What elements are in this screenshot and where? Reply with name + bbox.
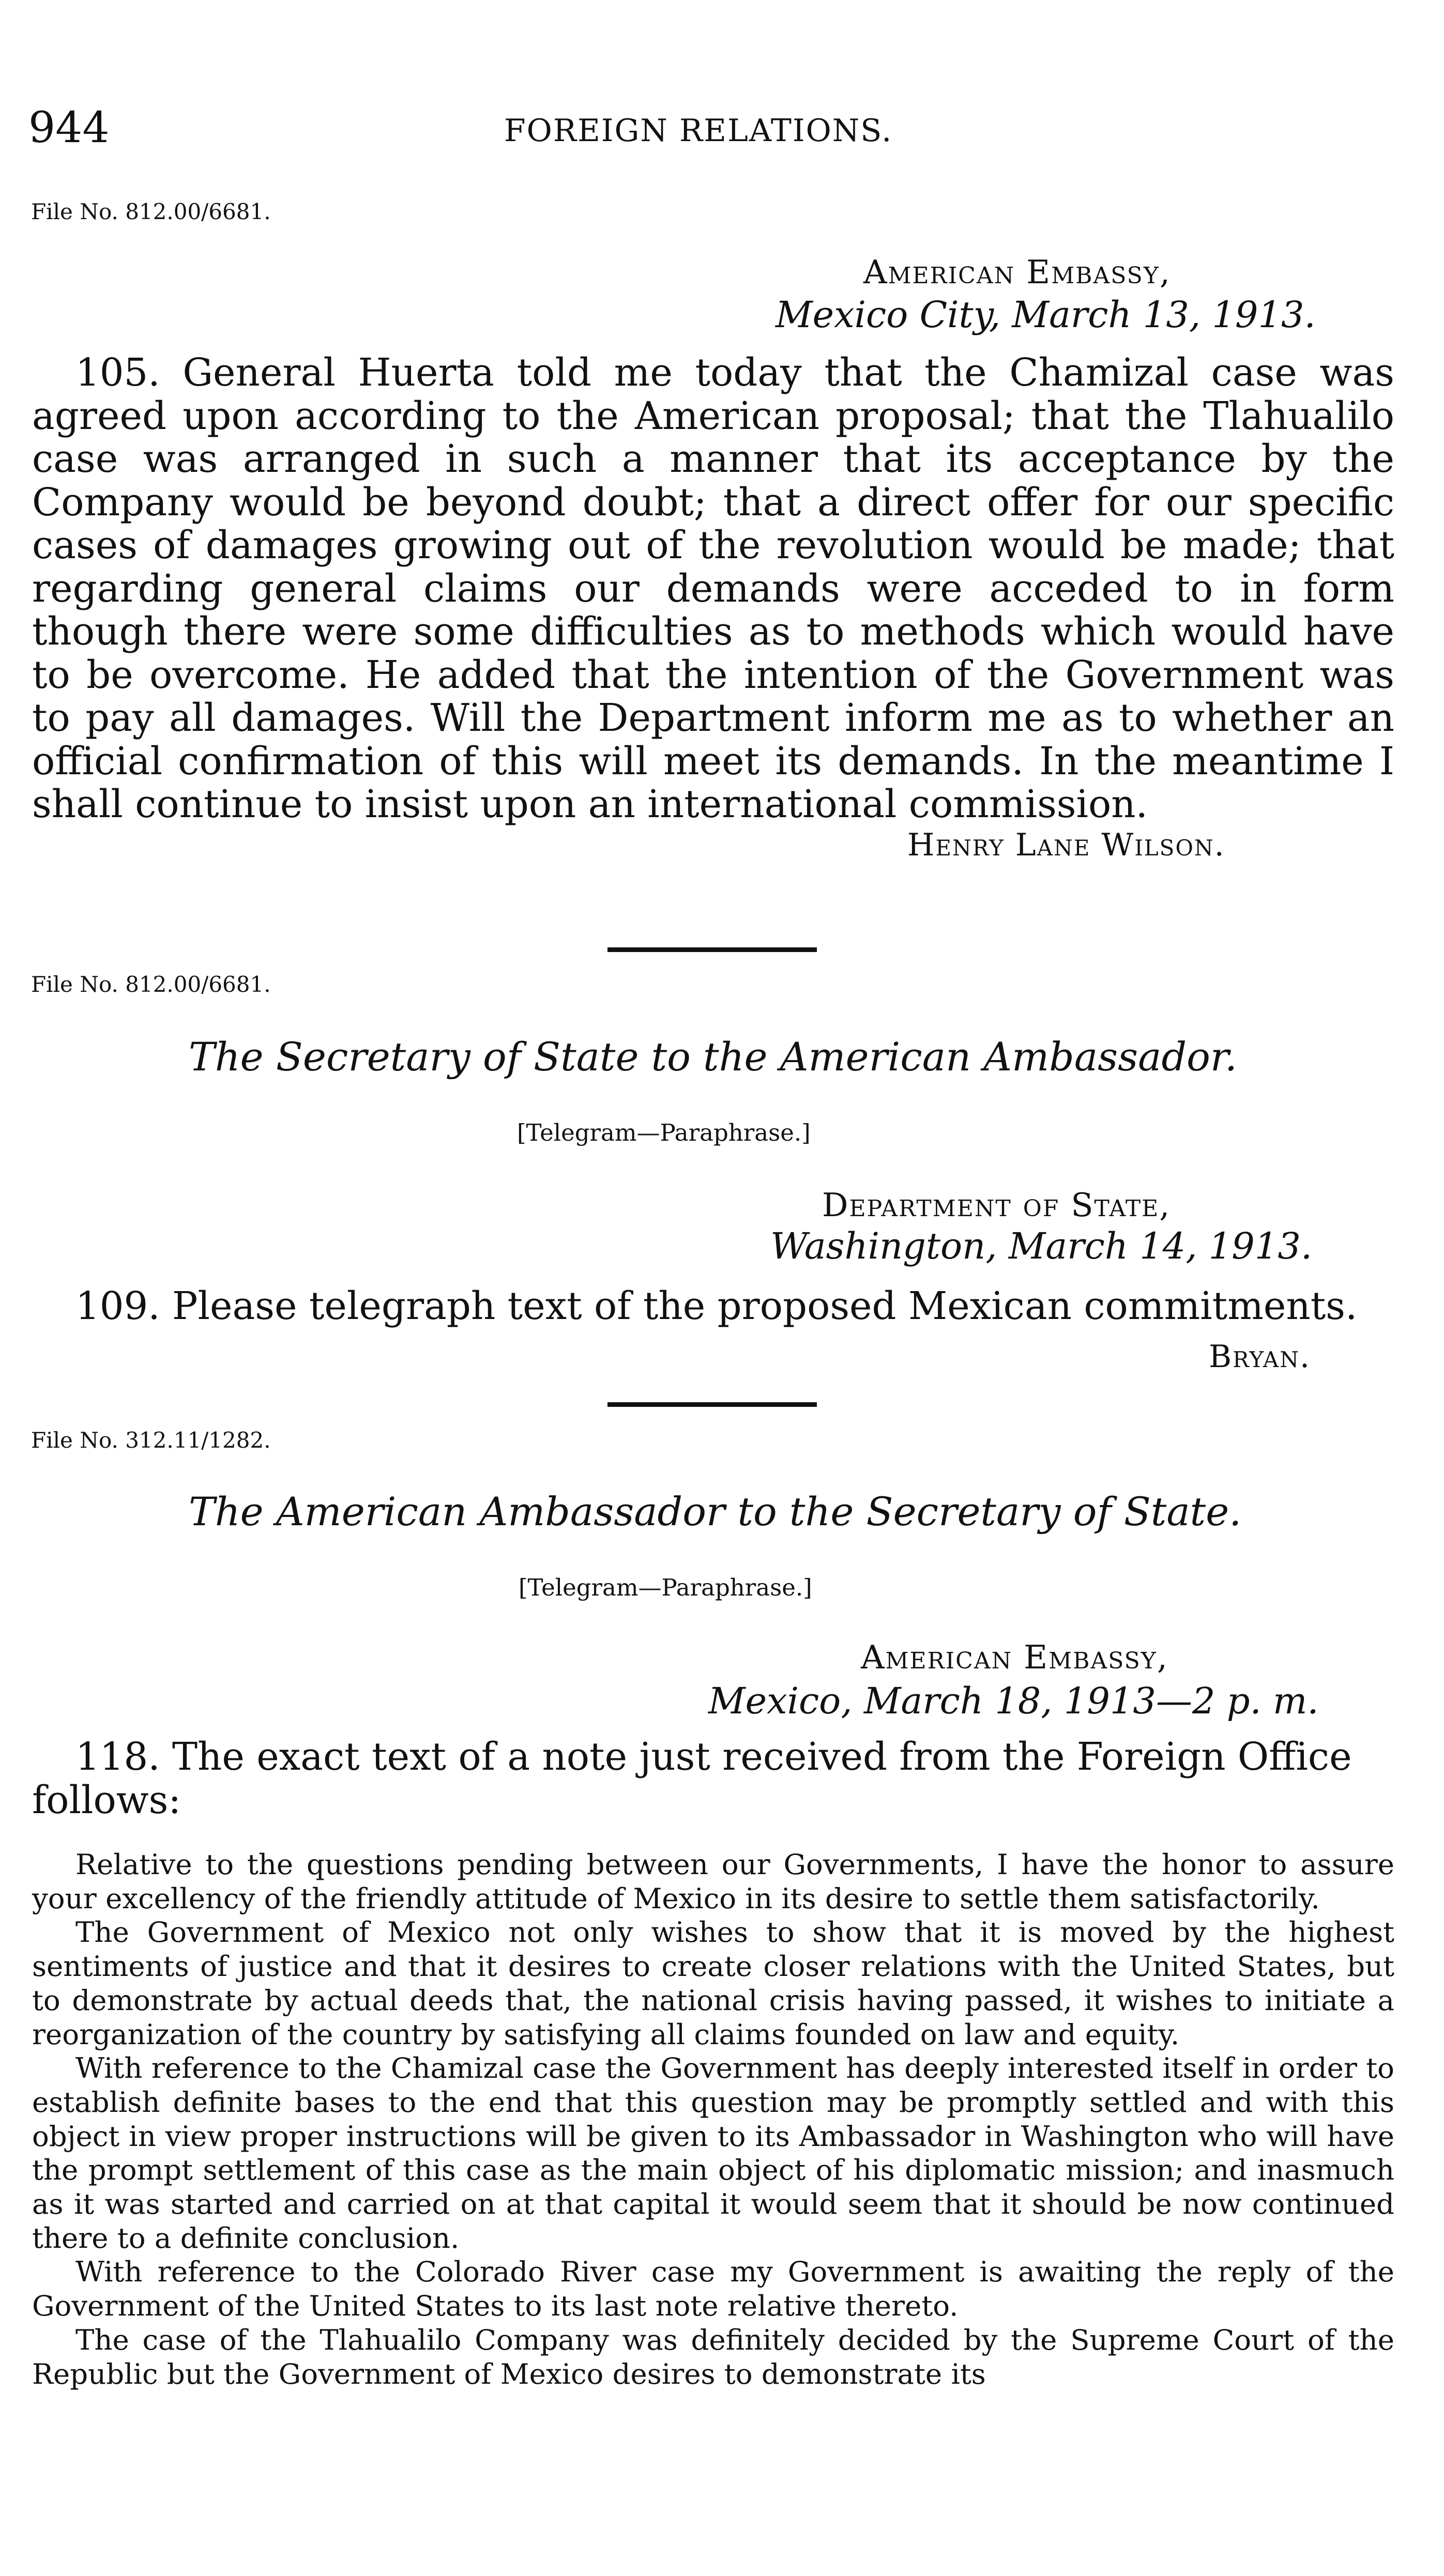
quoted-paragraph: The case of the Tlahualilo Company was definitely decided by the Supreme Court of the Republic but the Government of Mexico desires to demonstrate its [32, 2323, 1394, 2390]
quoted-paragraph: With reference to the Chamizal case the Government has deeply interested itself in order to establish definite bases to the end that this question may be promptly settled and with this object in view proper instructions will be given to its Ambassador in Washington who will have the prompt settlement of this case as the main object of his diplomatic mission; and inasmuch as it was started and carried on at that capital it would seem that it should be now continued there to a definite conclusion. [32, 2051, 1394, 2255]
section-divider [607, 1402, 817, 1407]
quoted-note [32, 1848, 1394, 2391]
running-head: FOREIGN RELATIONS. [504, 113, 893, 149]
signature: Henry Lane Wilson. [907, 827, 1225, 863]
address-date-line: Mexico, March 18, 1913—2 p. m. [708, 1680, 1319, 1722]
telegram-body: 118. The exact text of a note just received from the Foreign Office follows: [32, 1735, 1352, 1822]
address-line: American Embassy, [863, 253, 1171, 291]
quoted-paragraph: The Government of Mexico not only wishes to show that it is moved by the highest sentiments of justice and that it desires to create closer relations with the United States, but to demonstrate by actual deeds that, the national crisis having passed, it wishes to initiate a reorganization of the country by satisfying all claims founded on law and equity. [32, 1915, 1394, 2051]
quoted-paragraph: With reference to the Colorado River case my Government is awaiting the reply of the Government of the United States to its last note relative thereto. [32, 2255, 1394, 2323]
address-date-line: Washington, March 14, 1913. [770, 1225, 1313, 1267]
signature: Bryan. [1209, 1339, 1311, 1375]
telegram-note: [Telegram—Paraphrase.] [519, 1574, 812, 1601]
address-date-line: Mexico City, March 13, 1913. [776, 294, 1316, 336]
document-title: The American Ambassador to the Secretary of State. [189, 1489, 1242, 1535]
file-number: File No. 812.00/6681. [31, 199, 271, 224]
address-line: American Embassy, [861, 1638, 1168, 1676]
file-number: File No. 312.11/1282. [31, 1428, 271, 1453]
document-title: The Secretary of State to the American Ambassador. [189, 1034, 1237, 1080]
section-divider [607, 947, 817, 952]
telegram-body: 105. General Huerta told me today that the Chamizal case was agreed upon according to the American proposal; that the Tlahualilo case was arranged in such a manner that its acceptance by the Company would be beyond doubt; that a direct offer for our specific cases of damages growing out of the revolution would be made; that regarding general claims our demands were acceded to in form though there were some difficulties as to methods which would have to be overcome. He added that the intention of the Government was to pay all damages. Will the Department inform me as to whether an official confirmation of this will meet its demands. In the meantime I shall continue to insist upon an international commission. [32, 351, 1394, 826]
address-line: Department of State, [822, 1186, 1171, 1224]
file-number: File No. 812.00/6681. [31, 972, 271, 997]
page-number: 944 [28, 103, 110, 152]
telegram-note: [Telegram—Paraphrase.] [517, 1119, 811, 1146]
telegram-body: 109. Please telegraph text of the proposed Mexican commitments. [75, 1284, 1358, 1328]
quoted-paragraph: Relative to the questions pending between our Governments, I have the honor to assure your excellency of the friendly attitude of Mexico in its desire to settle them satisfactorily. [32, 1848, 1394, 1915]
